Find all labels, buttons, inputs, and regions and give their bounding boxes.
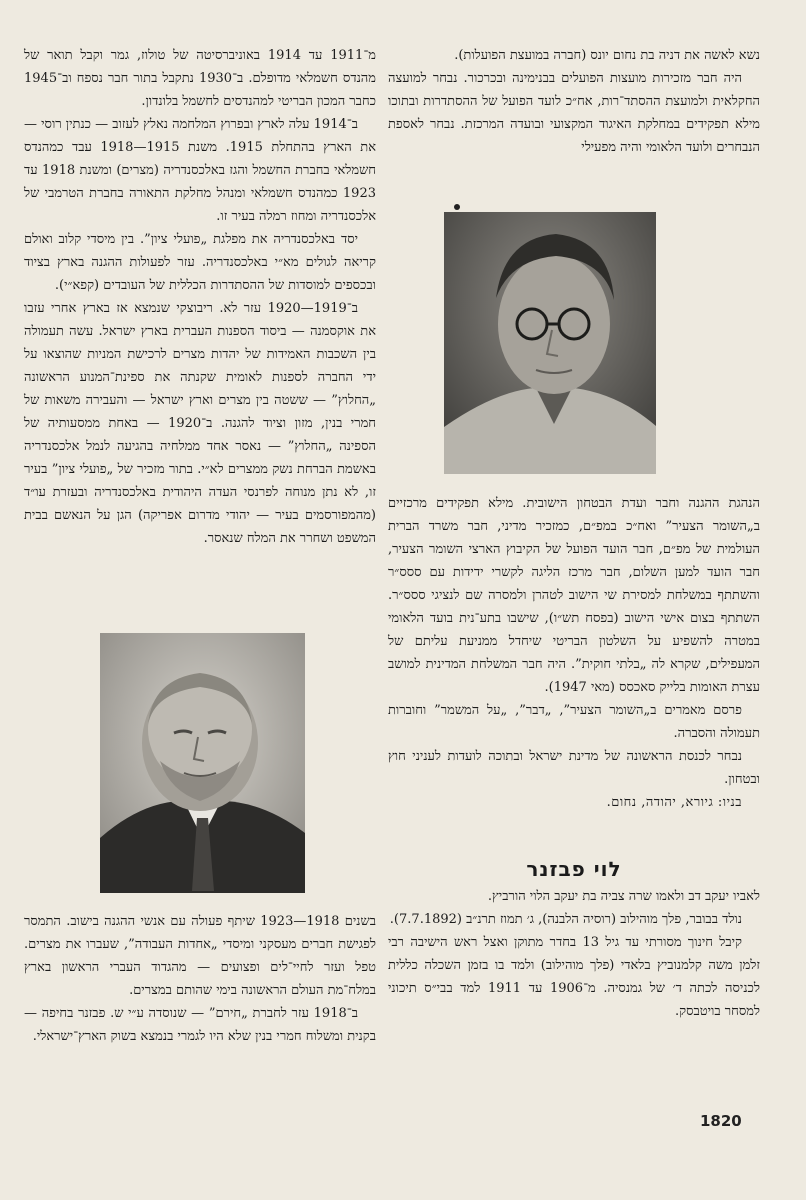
section-heading: לוי פבזנר [526,857,622,881]
right-column-top [388,44,760,159]
right-column-bottom [388,885,760,1023]
paragraph: נבחר לכנסת הראשונה של מדינת ישראל ובתוכה לועדות לעניני חוץ ובטחון. [388,749,760,787]
paragraph: ב־1919—1920 עזר לא. ריבוצקי שנמצא אז בארץ אחרי עזבו את אוקסמנה — ביסוד הספנות העברית בארץ ישראל. עשה תעמולה בין השכבות האמידות של יהדות מצרים לרכישת המניות שהוצאו על ידי החברה לספנות לאומית שקנתה את ספינת־המנוע הראשונה „החלוץ” — ששטה בין מצרים וארץ ישראל — והעבירה משאות של חמרי בנין, מזון וציוד להגנה. ב־1920 — באחת ממסעותיה של הספינה „החלוץ” — נאסר אחד ממלחיה בהגיעה לנמל אלכסנדריה באשמת הברחת נשק ממצרים לא״י. בתור מזכיר של „פועלי ציון” בעיר זו, לא נתן מנוחה לפרנסי העדה היהודית באלכסנדריה ובעזרת עו״ד (מהמפורסמים בעיר — יהודי מדרום אפריקה) הגן על הנאשם בבית המשפט ושחרר את המלח שנאסר. [24,301,376,546]
left-column-top [24,44,376,550]
left-column-bottom [24,910,376,1048]
page-number: 1820 [700,1112,742,1130]
portrait-photo-levi-pevzner [100,633,305,893]
paragraph: הנהגת ההגנה וחבר ועדת הבטחון הישובית. מילא תפקידים מרכזיים ב„השומר הצעיר” ואח״כ במפ״ם, כמזכיר מדיני, חבר משרד הברית העולמית של מפ״ם, חבר הועד הפועל של הקיבוץ הארצי השומר הצעיר, חבר הועד למען השלום, חבר מרכז הליגה לקשרי ידידות עם ססס״ר והשתתף במשלחת למסירת שי הישוב לטהרן ולמסרה שם לנציגי ססס״ר. השתתף בצום אישי הישוב (בפסח תש״ו), שישבו בתע־נית בועד הלאומי במטרה להשפיע על השלטון הבריטי שיחדל ממניעת עליתם של המעפילים, שקרא לה „בלתי חוקית”. היה חבר המשלחת המדינית למושב עצרת האומות בלייק סאכסס (מאי 1947). [388,496,760,695]
right-column-middle [388,492,760,814]
ornament-dot [454,204,460,210]
paragraph: ב־1914 עלה לארץ ובפרוץ המלחמה נאלץ לעזוב — כנתין רוסי — את הארץ בהתחלת 1915. משנת 1915—1918 עבד כמהנדס חשמלאי בחברת החשמל והגז באלכסנדריה (מצרים) ומשנת 1918 עד 1923 כמהנדס חשמלאי ומנהל מחלקת התאורה בחברת הטרמבי של אלכסנדריה ומחוז רמלה בעיר זו. [24,117,376,224]
children-line: בניו: גיורא, יהודה, נחום. [606,795,742,810]
paragraph: נולד בבובר, פלך מוהילוב (רוסיה הלבנה), ג׳ תמוז תרנ״ב (7.7.1892). [389,912,742,927]
paragraph: בשנים 1918—1923 שיתף פעולה עם אנשי ההגנה בישוב. התמסר לפגישת חברים מעסקני ומיסדי „אחדות העבודה”, שעברו את מצרים. טפל ועזר לחיי־לים ופצועים — מהגדוד העברי הראשון בארץ במלח־מת העולם הראשונה בימי שהותם במצרים. [24,914,376,998]
paragraph: פרסם מאמרים ב„השומר הצעיר”, „דבר”, „על המשמר” וחוברות תעמולה והסברה. [388,703,760,741]
paragraph: קיבל חינוך מסורתי עד גיל 13 בחדר מתוקן ואצל ראש הישיבה רבי זלמן משה קלמנוביץ בלאדי (פלך מוהילוב) ולמד בו בזמן השכלה כללית לכניסה לכתה ד׳ של גמנסיה. מ־1906 עד 1911 למד בבי״ס תיכוני למסחר בויטבסק. [388,935,760,1019]
paragraph: נשא לאשה את דניה בת נחום יונס (חברה במועצת הפועלות). [454,48,760,63]
paragraph: מ־1911 עד 1914 באוניברסיטה של טולוז, גמר וקבל תואר של מהנדס חשמלאי מדופלם. ב־1930 נתקבל בתור חבר נספח וב־1945 כחבר המכון הבריטי למהנדסים לחשמל בלונדון. [24,48,377,109]
paragraph: ב־1918 עזר לחברת „חירם” — שנוסדה ע״י ש. פבזנר בחיפה — בקנית ומשלוח חמרי בנין שלא היו לגמרי בנמצא בשוק הארץ־ישראלי. [24,1006,376,1044]
paragraph: לאביו יעקב דב ולאמו שרה צביה בת יעקב הלוי הורביץ. [487,889,760,904]
portrait-photo-man-with-glasses [444,212,656,474]
paragraph: היה חבר מזכירות מועצות הפועלים בבנימינה ובכרכור. נבחר למועצה החקלאית ולמועצת ההסתד־רות, אח״כ לועד הפועל של ההסתדרות ובתוכו מילא תפקידים במחלקת האיגוד המקצועי ובועדה המרכזת. נבחר לאספת הנבחרים ולועד הלאומי והיה מפעילי [388,71,760,155]
paragraph: יסד באלכסנדריה את מפלגת „פועלי ציון”. בין מיסדי קלוב ואולם קריאה לגולים מא״י באלכסנדריה. עזר לפעולות ההגנה בארץ בציוד ובכספים למוסדות של ההסתדרות הכללית של העובדים (קפא״י). [24,232,376,293]
